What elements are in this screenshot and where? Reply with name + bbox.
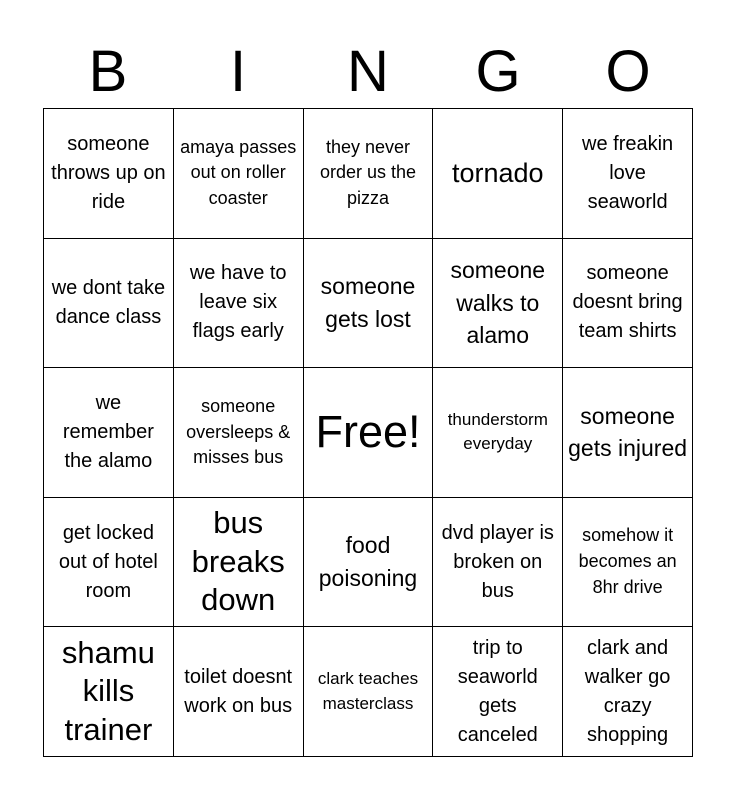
bingo-cell-r2-c5[interactable]: [563, 239, 693, 369]
bingo-cell-free[interactable]: [304, 368, 434, 498]
bingo-cell-r3-c4[interactable]: [433, 368, 563, 498]
header-letter-g: G: [475, 39, 521, 104]
cell-text: dvd player is broken on bus: [441, 521, 554, 602]
cell-text: they never order us the pizza: [319, 136, 417, 209]
cell-text: thunderstorm everyday: [447, 409, 548, 454]
bingo-cell-r2-c1[interactable]: [44, 239, 174, 369]
bingo-cell-r1-c5[interactable]: [563, 109, 693, 239]
header-letter-o: O: [605, 39, 651, 104]
cell-text: food poisoning: [318, 532, 418, 592]
bingo-cell-r1-c4[interactable]: [433, 109, 563, 239]
cell-text: toilet doesnt work on bus: [184, 665, 293, 717]
bingo-cell-r3-c5[interactable]: [563, 368, 693, 498]
header-letter-n: N: [347, 39, 389, 104]
free-space-text: Free!: [315, 406, 421, 458]
bingo-cell-r3-c1[interactable]: [44, 368, 174, 498]
bingo-cell-r1-c1[interactable]: [44, 109, 174, 239]
cell-text: someone doesnt bring team shirts: [572, 262, 683, 343]
cell-text: we have to leave six flags early: [189, 262, 287, 343]
bingo-cell-r4-c5[interactable]: [563, 498, 693, 628]
bingo-cell-r5-c3[interactable]: [304, 627, 434, 757]
bingo-cell-r4-c3[interactable]: [304, 498, 434, 628]
cell-text: someone walks to alamo: [450, 256, 546, 349]
header-letter-b: B: [88, 39, 128, 104]
cell-text: shamu kills trainer: [61, 634, 155, 748]
bingo-cell-r1-c3[interactable]: [304, 109, 434, 239]
cell-text: somehow it becomes an 8hr drive: [578, 525, 677, 597]
header-letter-i: I: [229, 39, 247, 104]
bingo-board: [43, 108, 693, 757]
cell-text: we remember the alamo: [62, 391, 154, 472]
cell-text: clark and walker go crazy shopping: [584, 636, 671, 746]
bingo-cell-r2-c3[interactable]: [304, 239, 434, 369]
bingo-cell-r4-c4[interactable]: [433, 498, 563, 628]
bingo-cell-r2-c4[interactable]: [433, 239, 563, 369]
bingo-cell-r1-c2[interactable]: [174, 109, 304, 239]
bingo-cell-r3-c2[interactable]: [174, 368, 304, 498]
bingo-header: [43, 36, 693, 108]
cell-text: amaya passes out on roller coaster: [180, 136, 297, 209]
cell-text: someone oversleeps & misses bus: [186, 395, 291, 468]
bingo-cell-r5-c1[interactable]: [44, 627, 174, 757]
cell-text: someone throws up on ride: [51, 132, 166, 213]
cell-text: get locked out of hotel room: [58, 521, 158, 602]
bingo-cell-r2-c2[interactable]: [174, 239, 304, 369]
cell-text: trip to seaworld gets canceled: [457, 636, 538, 746]
bingo-cell-r5-c4[interactable]: [433, 627, 563, 757]
cell-text: we freakin love seaworld: [582, 132, 674, 213]
bingo-cell-r5-c5[interactable]: [563, 627, 693, 757]
cell-text: someone gets lost: [320, 273, 416, 332]
bingo-cell-r4-c1[interactable]: [44, 498, 174, 628]
cell-text: we dont take dance class: [51, 276, 166, 328]
bingo-cell-r4-c2[interactable]: [174, 498, 304, 628]
cell-text: tornado: [452, 158, 544, 189]
cell-text: clark teaches masterclass: [317, 669, 419, 713]
cell-text: someone gets injured: [568, 402, 688, 462]
cell-text: bus breaks down: [191, 504, 285, 618]
bingo-cell-r5-c2[interactable]: [174, 627, 304, 757]
